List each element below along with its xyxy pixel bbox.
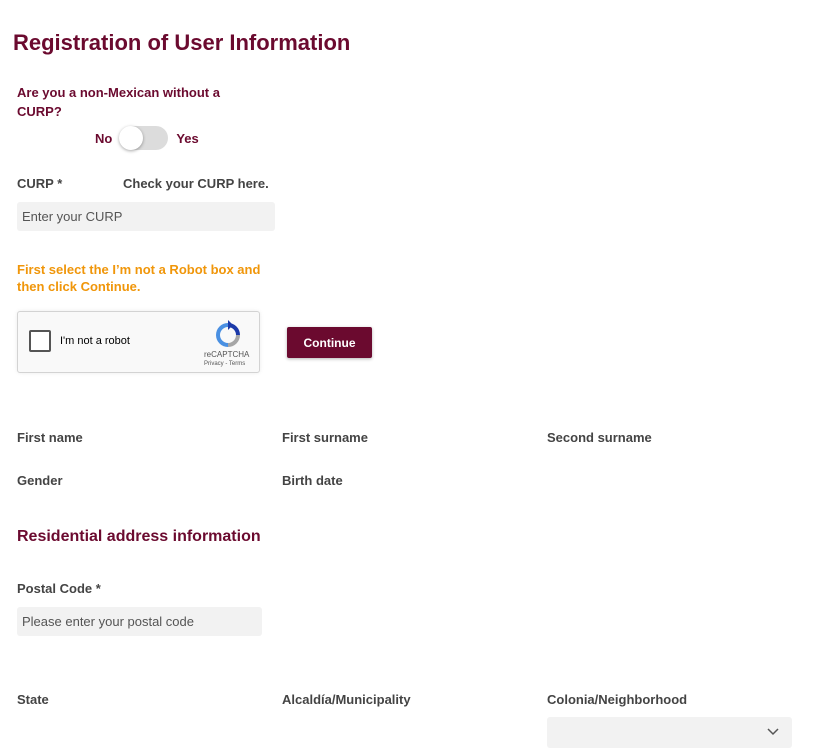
neighborhood-label: Colonia/Neighborhood: [547, 692, 688, 707]
recaptcha-terms-link[interactable]: Terms: [228, 361, 246, 367]
neighborhood-select[interactable]: [547, 717, 792, 748]
toggle-off-label: No: [95, 130, 113, 146]
captcha-warning: First select the I’m not a Robot box and then click Continue.: [17, 262, 261, 294]
postal-code-input[interactable]: [17, 607, 262, 636]
chevron-down-icon: [766, 724, 780, 738]
first-surname-label: First surname: [282, 430, 368, 445]
address-section-title: Residential address information: [17, 528, 261, 545]
municipality-label: Alcaldía/Municipality: [282, 692, 411, 707]
recaptcha-brand: reCAPTCHA: [204, 350, 250, 359]
recaptcha-label: I'm not a robot: [60, 335, 130, 347]
recaptcha-separator: -: [223, 361, 229, 367]
foreign-toggle-switch[interactable]: [120, 126, 168, 150]
foreign-question-label: Are you a non-Mexican without a CURP?: [17, 85, 220, 119]
gender-label: Gender: [17, 473, 63, 488]
recaptcha-icon: [213, 320, 243, 350]
curp-input[interactable]: [17, 202, 275, 231]
recaptcha-privacy-link[interactable]: Privacy: [204, 361, 224, 367]
recaptcha-widget: [17, 311, 260, 373]
recaptcha-checkbox[interactable]: [29, 330, 51, 352]
postal-code-label: Postal Code *: [17, 581, 101, 596]
page-title: Registration of User Information: [13, 30, 351, 55]
second-surname-label: Second surname: [547, 430, 652, 445]
curp-label: CURP *: [17, 176, 63, 191]
continue-button[interactable]: Continue: [287, 327, 372, 358]
first-name-label: First name: [17, 430, 83, 445]
recaptcha-links: [204, 361, 245, 367]
check-curp-link[interactable]: Check your CURP here.: [123, 176, 269, 191]
state-label: State: [17, 692, 49, 707]
toggle-on-label: Yes: [176, 130, 199, 146]
foreign-toggle-row: [95, 126, 199, 150]
toggle-knob: [119, 126, 143, 150]
birth-date-label: Birth date: [282, 473, 343, 488]
